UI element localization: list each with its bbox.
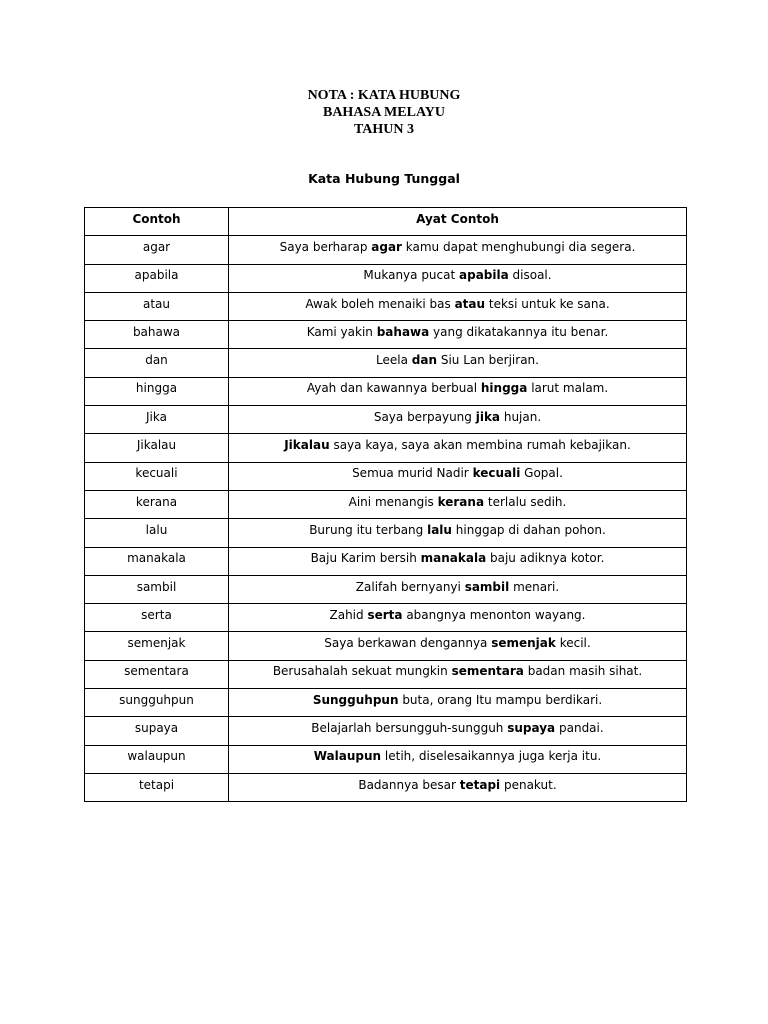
sentence-text-after: buta, orang Itu mampu berdikari. <box>398 692 603 707</box>
sentence-text-after: hujan. <box>500 409 542 424</box>
sentence-text-after: yang dikatakannya itu benar. <box>429 324 609 339</box>
sentence-text-before: Saya berpayung <box>373 409 476 424</box>
sentence-text-after: baju adiknya kotor. <box>486 551 605 566</box>
example-sentence <box>229 575 687 603</box>
conjunction-word: sungguhpun <box>85 689 229 717</box>
sentence-conjunction-bold: semenjak <box>491 636 556 651</box>
sentence-text-before: Aini menangis <box>348 494 438 509</box>
sentence-text-after: badan masih sihat. <box>523 664 643 679</box>
sentence-text-before: Zahid <box>329 607 368 622</box>
conjunction-word: supaya <box>85 717 229 745</box>
sentence-text-before: Zalifah bernyanyi <box>355 579 465 594</box>
example-sentence <box>229 632 687 660</box>
conjunction-word: apabila <box>85 264 229 292</box>
table-row <box>85 490 687 518</box>
title-line-3: TAHUN 3 <box>353 122 415 137</box>
table-header-row <box>85 208 687 236</box>
sentence-conjunction-bold: sementara <box>451 664 524 679</box>
sentence-conjunction-bold: serta <box>367 607 403 622</box>
table-row <box>85 462 687 490</box>
sentence-conjunction-bold: kerana <box>437 494 485 509</box>
conjunction-table <box>84 207 687 802</box>
table-row <box>85 406 687 434</box>
sentence-text-before: Saya berharap <box>279 239 372 254</box>
example-sentence <box>229 519 687 547</box>
table-row <box>85 575 687 603</box>
sentence-text-before: Baju Karim bersih <box>310 551 421 566</box>
sentence-text-before: Leela <box>376 353 412 368</box>
sentence-text-after: menari. <box>509 579 560 594</box>
sentence-text-before: Berusahalah sekuat mungkin <box>272 664 452 679</box>
section-heading: Kata Hubung Tunggal <box>308 171 460 186</box>
header-contoh: Contoh <box>85 208 229 236</box>
conjunction-word: kerana <box>85 490 229 518</box>
sentence-text-before: Mukanya pucat <box>363 268 460 283</box>
sentence-conjunction-bold: sambil <box>464 579 510 594</box>
table-row <box>85 434 687 462</box>
example-sentence <box>229 406 687 434</box>
example-sentence <box>229 745 687 773</box>
conjunction-word: kecuali <box>85 462 229 490</box>
example-sentence <box>229 660 687 688</box>
example-sentence <box>229 547 687 575</box>
sentence-text-before: Ayah dan kawannya berbual <box>306 381 481 396</box>
sentence-text-after: teksi untuk ke sana. <box>485 296 610 311</box>
conjunction-word: bahawa <box>85 321 229 349</box>
sentence-text-after: larut malam. <box>527 381 609 396</box>
sentence-conjunction-bold: apabila <box>459 268 509 283</box>
table-row <box>85 689 687 717</box>
table-row <box>85 717 687 745</box>
sentence-conjunction-bold: lalu <box>427 522 452 537</box>
example-sentence <box>229 377 687 405</box>
sentence-conjunction-bold: Walaupun <box>313 749 382 764</box>
table-row <box>85 292 687 320</box>
sentence-conjunction-bold: kecuali <box>472 466 521 481</box>
table-row <box>85 349 687 377</box>
example-sentence <box>229 773 687 801</box>
conjunction-word: sementara <box>85 660 229 688</box>
sentence-conjunction-bold: supaya <box>507 720 556 735</box>
header-ayat-contoh: Ayat Contoh <box>229 208 687 236</box>
sentence-conjunction-bold: hingga <box>480 381 528 396</box>
example-sentence <box>229 462 687 490</box>
conjunction-word: lalu <box>85 519 229 547</box>
title-line-1: NOTA : KATA HUBUNG <box>307 88 461 103</box>
conjunction-word: semenjak <box>85 632 229 660</box>
sentence-conjunction-bold: bahawa <box>376 324 430 339</box>
example-sentence <box>229 604 687 632</box>
sentence-text-before: Semua murid Nadir <box>352 466 473 481</box>
sentence-text-before: Awak boleh menaiki bas <box>305 296 455 311</box>
conjunction-word: tetapi <box>85 773 229 801</box>
sentence-text-after: penakut. <box>500 777 557 792</box>
sentence-text-before: Belajarlah bersungguh-sungguh <box>311 720 508 735</box>
table-body <box>85 236 687 802</box>
conjunction-word: atau <box>85 292 229 320</box>
sentence-conjunction-bold: tetapi <box>459 777 501 792</box>
table-row <box>85 519 687 547</box>
conjunction-word: serta <box>85 604 229 632</box>
sentence-text-after: kamu dapat menghubungi dia segera. <box>401 239 636 254</box>
table-row <box>85 773 687 801</box>
table-row <box>85 321 687 349</box>
sentence-text-after: disoal. <box>508 268 552 283</box>
example-sentence <box>229 717 687 745</box>
sentence-conjunction-bold: manakala <box>420 551 487 566</box>
conjunction-word: hingga <box>85 377 229 405</box>
sentence-text-before: Saya berkawan dengannya <box>324 636 492 651</box>
table-row <box>85 547 687 575</box>
sentence-text-after: Gopal. <box>520 466 563 481</box>
example-sentence <box>229 434 687 462</box>
sentence-conjunction-bold: atau <box>454 296 486 311</box>
sentence-text-after: saya kaya, saya akan membina rumah kebajikan. <box>329 438 631 453</box>
sentence-text-after: terlalu sedih. <box>484 494 567 509</box>
sentence-conjunction-bold: Sungguhpun <box>312 692 399 707</box>
table-row <box>85 745 687 773</box>
sentence-text-after: hinggap di dahan pohon. <box>451 522 606 537</box>
table-row <box>85 264 687 292</box>
conjunction-word: sambil <box>85 575 229 603</box>
conjunction-word: dan <box>85 349 229 377</box>
example-sentence <box>229 292 687 320</box>
sentence-text-after: abangnya menonton wayang. <box>402 607 586 622</box>
table-row <box>85 377 687 405</box>
table-row <box>85 236 687 264</box>
sentence-text-before: Burung itu terbang <box>309 522 428 537</box>
example-sentence <box>229 236 687 264</box>
example-sentence <box>229 689 687 717</box>
sentence-text-before: Badannya besar <box>358 777 460 792</box>
sentence-text-before: Kami yakin <box>306 324 377 339</box>
sentence-text-after: letih, diselesaikannya juga kerja itu. <box>381 749 602 764</box>
sentence-text-after: kecil. <box>555 636 591 651</box>
sentence-conjunction-bold: agar <box>371 239 402 254</box>
document-title <box>0 87 768 138</box>
title-line-2: BAHASA MELAYU <box>322 105 445 120</box>
example-sentence <box>229 490 687 518</box>
sentence-text-after: Siu Lan berjiran. <box>437 353 539 368</box>
sentence-conjunction-bold: jika <box>475 409 501 424</box>
conjunction-word: Jikalau <box>85 434 229 462</box>
conjunction-word: manakala <box>85 547 229 575</box>
table-row <box>85 632 687 660</box>
example-sentence <box>229 321 687 349</box>
sentence-text-after: pandai. <box>555 720 604 735</box>
table-row <box>85 604 687 632</box>
example-sentence <box>229 349 687 377</box>
sentence-conjunction-bold: Jikalau <box>284 438 330 453</box>
conjunction-word: agar <box>85 236 229 264</box>
conjunction-word: Jika <box>85 406 229 434</box>
conjunction-word: walaupun <box>85 745 229 773</box>
example-sentence <box>229 264 687 292</box>
sentence-conjunction-bold: dan <box>411 353 438 368</box>
table-row <box>85 660 687 688</box>
